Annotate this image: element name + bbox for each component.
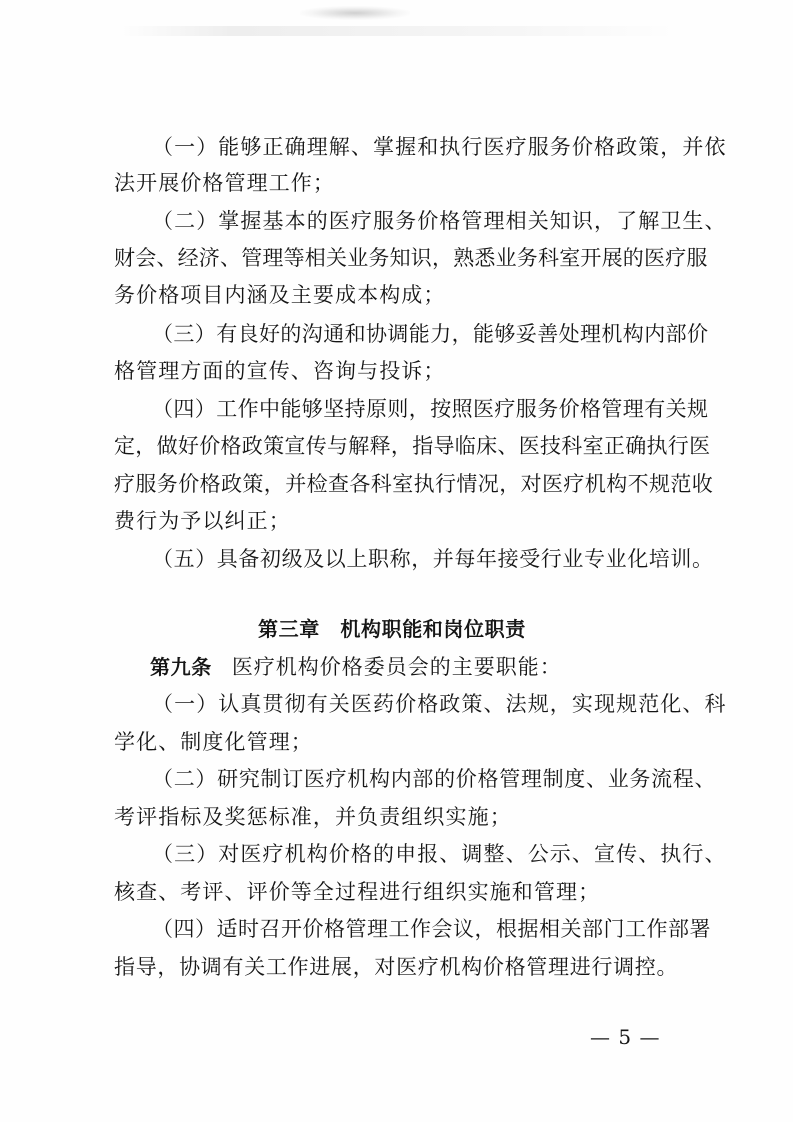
paragraph-line: 务价格项目内涵及主要成本构成； [114,283,446,307]
article-paragraph-line: 学化、制度化管理； [114,730,313,754]
chapter-heading: 第三章 机构职能和岗位职责 [258,617,526,641]
paragraph-line: （三）有良好的沟通和协调能力，能够妥善处理机构内部价 [152,322,709,346]
paragraph-line: 法开展价格管理工作； [114,171,335,195]
paragraph-line: 格管理方面的宣传、咨询与投诉； [114,359,446,383]
paragraph-line: （二）掌握基本的医疗服务价格管理相关知识，了解卫生、 [152,209,727,233]
article-paragraph-line: （三）对医疗机构价格的申报、调整、公示、宣传、执行、 [152,842,727,866]
paragraph-line: 定，做好价格政策宣传与解释，指导临床、医技科室正确执行医 [114,434,711,458]
article-paragraph-line: （四）适时召开价格管理工作会议，根据相关部门工作部署 [152,917,711,941]
article-paragraph-line: 指导，协调有关工作进展，对医疗机构价格管理进行调控。 [114,955,679,979]
page-number: — 5 — [590,1025,661,1049]
paragraph-line: 费行为予以纠正； [114,509,291,533]
scan-artifact [300,6,410,20]
scan-artifact-line [120,26,680,36]
article-line [150,653,562,681]
paragraph-line: 财会、经济、管理等相关业务知识，熟悉业务科室开展的医疗服 [114,246,708,270]
paragraph-line: （一）能够正确理解、掌握和执行医疗服务价格政策，并依 [152,135,727,159]
paragraph-line: （五）具备初级及以上职称，并每年接受行业专业化培训。 [152,547,714,571]
article-paragraph-line: （一）认真贯彻有关医药价格政策、法规，实现规范化、科 [152,692,727,716]
article-number: 第九条 [150,655,212,679]
article-paragraph-line: 核查、考评、评价等全过程进行组织实施和管理； [114,880,601,904]
article-paragraph-line: （二）研究制订医疗机构内部的价格管理制度、业务流程、 [152,767,717,791]
paragraph-line: 疗服务价格政策，并检查各科室执行情况，对医疗机构不规范收 [114,472,714,496]
article-paragraph-line: 考评指标及奖惩标准，并负责组织实施； [114,805,512,829]
article-text: 医疗机构价格委员会的主要职能： [231,655,562,679]
paragraph-line: （四）工作中能够坚持原则，按照医疗服务价格管理有关规 [152,397,709,421]
